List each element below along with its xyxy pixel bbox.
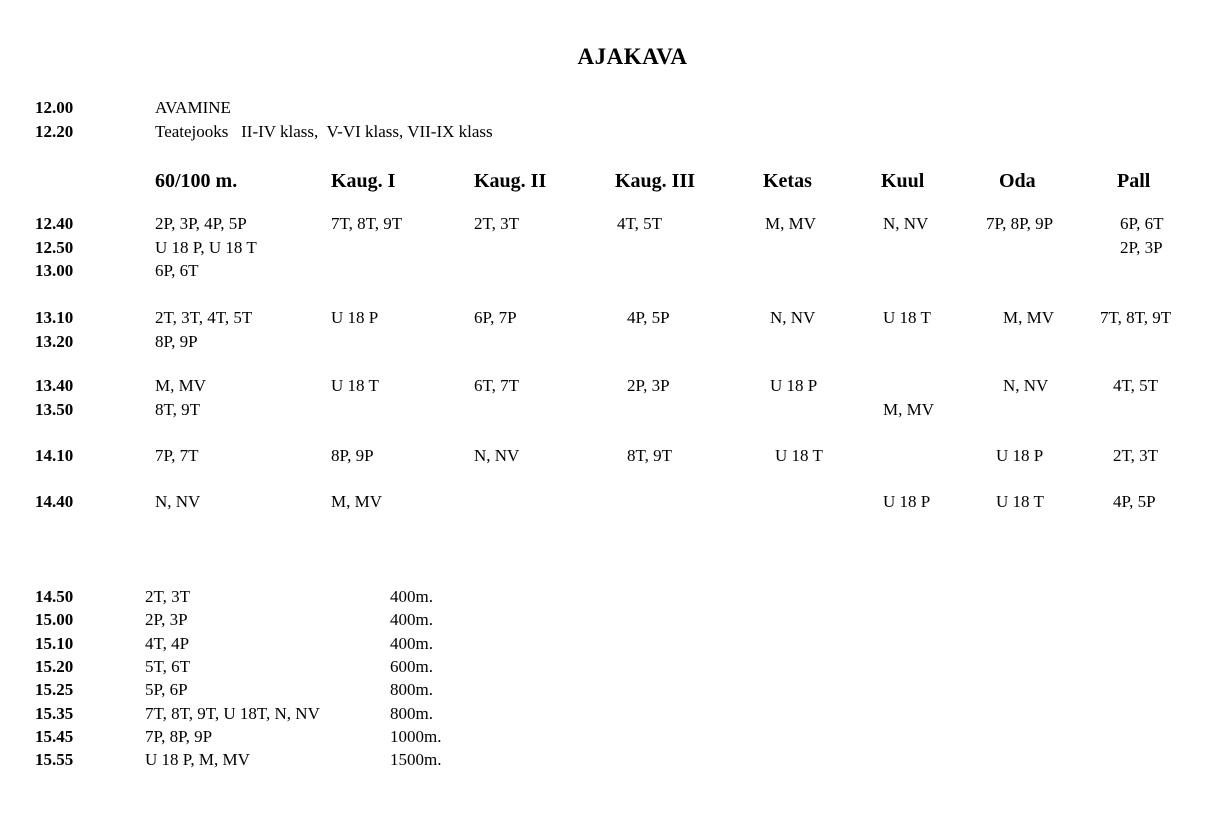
schedule-cell: M, MV <box>1003 308 1055 327</box>
run-groups: 5P, 6P <box>145 680 188 699</box>
intro-time: 12.00 <box>35 98 74 117</box>
schedule-time: 13.40 <box>35 376 74 395</box>
run-groups: 4T, 4P <box>145 634 190 653</box>
schedule-time: 14.40 <box>35 492 74 511</box>
intro-text: AVAMINE <box>155 98 231 117</box>
run-time: 15.55 <box>35 750 74 769</box>
run-distance: 400m. <box>390 587 433 606</box>
column-header: Kuul <box>881 170 925 192</box>
column-header: Pall <box>1117 170 1151 192</box>
run-distance: 1500m. <box>390 750 442 769</box>
schedule-time: 13.50 <box>35 400 74 419</box>
schedule-cell: 8P, 9P <box>155 332 198 351</box>
run-distance: 600m. <box>390 657 433 676</box>
intro-text: Teatejooks II-IV klass, V-VI klass, VII-IX klass <box>155 122 493 141</box>
schedule-cell: 4T, 5T <box>617 214 663 233</box>
schedule-cell: 4P, 5P <box>627 308 670 327</box>
schedule-cell: N, NV <box>474 446 520 465</box>
run-distance: 800m. <box>390 704 433 723</box>
schedule-cell: U 18 P <box>331 308 379 327</box>
column-header: Oda <box>999 170 1036 192</box>
schedule-cell: U 18 P, U 18 T <box>155 238 257 257</box>
schedule-cell: U 18 T <box>775 446 823 465</box>
schedule-cell: 2P, 3P <box>627 376 670 395</box>
schedule-cell: 2P, 3P, 4P, 5P <box>155 214 247 233</box>
schedule-cell: 4T, 5T <box>1113 376 1159 395</box>
schedule-cell: 8T, 9T <box>627 446 673 465</box>
schedule-cell: M, MV <box>765 214 817 233</box>
run-time: 14.50 <box>35 587 74 606</box>
column-header: Kaug. I <box>331 170 396 192</box>
schedule-cell: U 18 T <box>883 308 931 327</box>
schedule-cell: 8T, 9T <box>155 400 201 419</box>
schedule-cell: N, NV <box>770 308 816 327</box>
schedule-cell: 6T, 7T <box>474 376 520 395</box>
run-distance: 800m. <box>390 680 433 699</box>
schedule-cell: U 18 T <box>996 492 1044 511</box>
run-groups: U 18 P, M, MV <box>145 750 250 769</box>
schedule-time: 13.10 <box>35 308 74 327</box>
schedule-cell: 7P, 8P, 9P <box>986 214 1054 233</box>
schedule-cell: 2T, 3T <box>474 214 520 233</box>
schedule-cell: 7T, 8T, 9T <box>1100 308 1172 327</box>
run-time: 15.25 <box>35 680 74 699</box>
schedule-cell: 7T, 8T, 9T <box>331 214 403 233</box>
schedule-cell: 2P, 3P <box>1120 238 1163 257</box>
run-groups: 5T, 6T <box>145 657 191 676</box>
run-time: 15.00 <box>35 610 74 629</box>
column-header: Kaug. II <box>474 170 547 192</box>
run-groups: 7T, 8T, 9T, U 18T, N, NV <box>145 704 320 723</box>
run-groups: 2P, 3P <box>145 610 188 629</box>
schedule-cell: N, NV <box>883 214 929 233</box>
schedule-cell: M, MV <box>155 376 207 395</box>
intro-time: 12.20 <box>35 122 74 141</box>
schedule-cell: U 18 P <box>996 446 1044 465</box>
run-time: 15.20 <box>35 657 74 676</box>
run-distance: 1000m. <box>390 727 442 746</box>
schedule-cell: M, MV <box>331 492 383 511</box>
schedule-cell: 6P, 6T <box>1120 214 1164 233</box>
schedule-cell: 4P, 5P <box>1113 492 1156 511</box>
schedule-cell: N, NV <box>155 492 201 511</box>
schedule-cell: U 18 T <box>331 376 379 395</box>
run-distance: 400m. <box>390 610 433 629</box>
schedule-cell: 2T, 3T, 4T, 5T <box>155 308 253 327</box>
run-time: 15.10 <box>35 634 74 653</box>
schedule-cell: 8P, 9P <box>331 446 374 465</box>
run-distance: 400m. <box>390 634 433 653</box>
column-header: 60/100 m. <box>155 170 238 192</box>
schedule-cell: U 18 P <box>883 492 931 511</box>
run-groups: 2T, 3T <box>145 587 191 606</box>
run-time: 15.35 <box>35 704 74 723</box>
schedule-time: 12.40 <box>35 214 74 233</box>
schedule-time: 13.00 <box>35 261 74 280</box>
column-header: Ketas <box>763 170 812 192</box>
schedule-time: 12.50 <box>35 238 74 257</box>
run-time: 15.45 <box>35 727 74 746</box>
run-groups: 7P, 8P, 9P <box>145 727 213 746</box>
schedule-cell: M, MV <box>883 400 935 419</box>
schedule-cell: 7P, 7T <box>155 446 199 465</box>
schedule-cell: 2T, 3T <box>1113 446 1159 465</box>
column-header: Kaug. III <box>615 170 696 192</box>
schedule-cell: N, NV <box>1003 376 1049 395</box>
schedule-time: 13.20 <box>35 332 74 351</box>
schedule-cell: 6P, 7P <box>474 308 517 327</box>
schedule-cell: 6P, 6T <box>155 261 199 280</box>
document-title: AJAKAVA <box>577 44 688 69</box>
schedule-time: 14.10 <box>35 446 74 465</box>
schedule-cell: U 18 P <box>770 376 818 395</box>
